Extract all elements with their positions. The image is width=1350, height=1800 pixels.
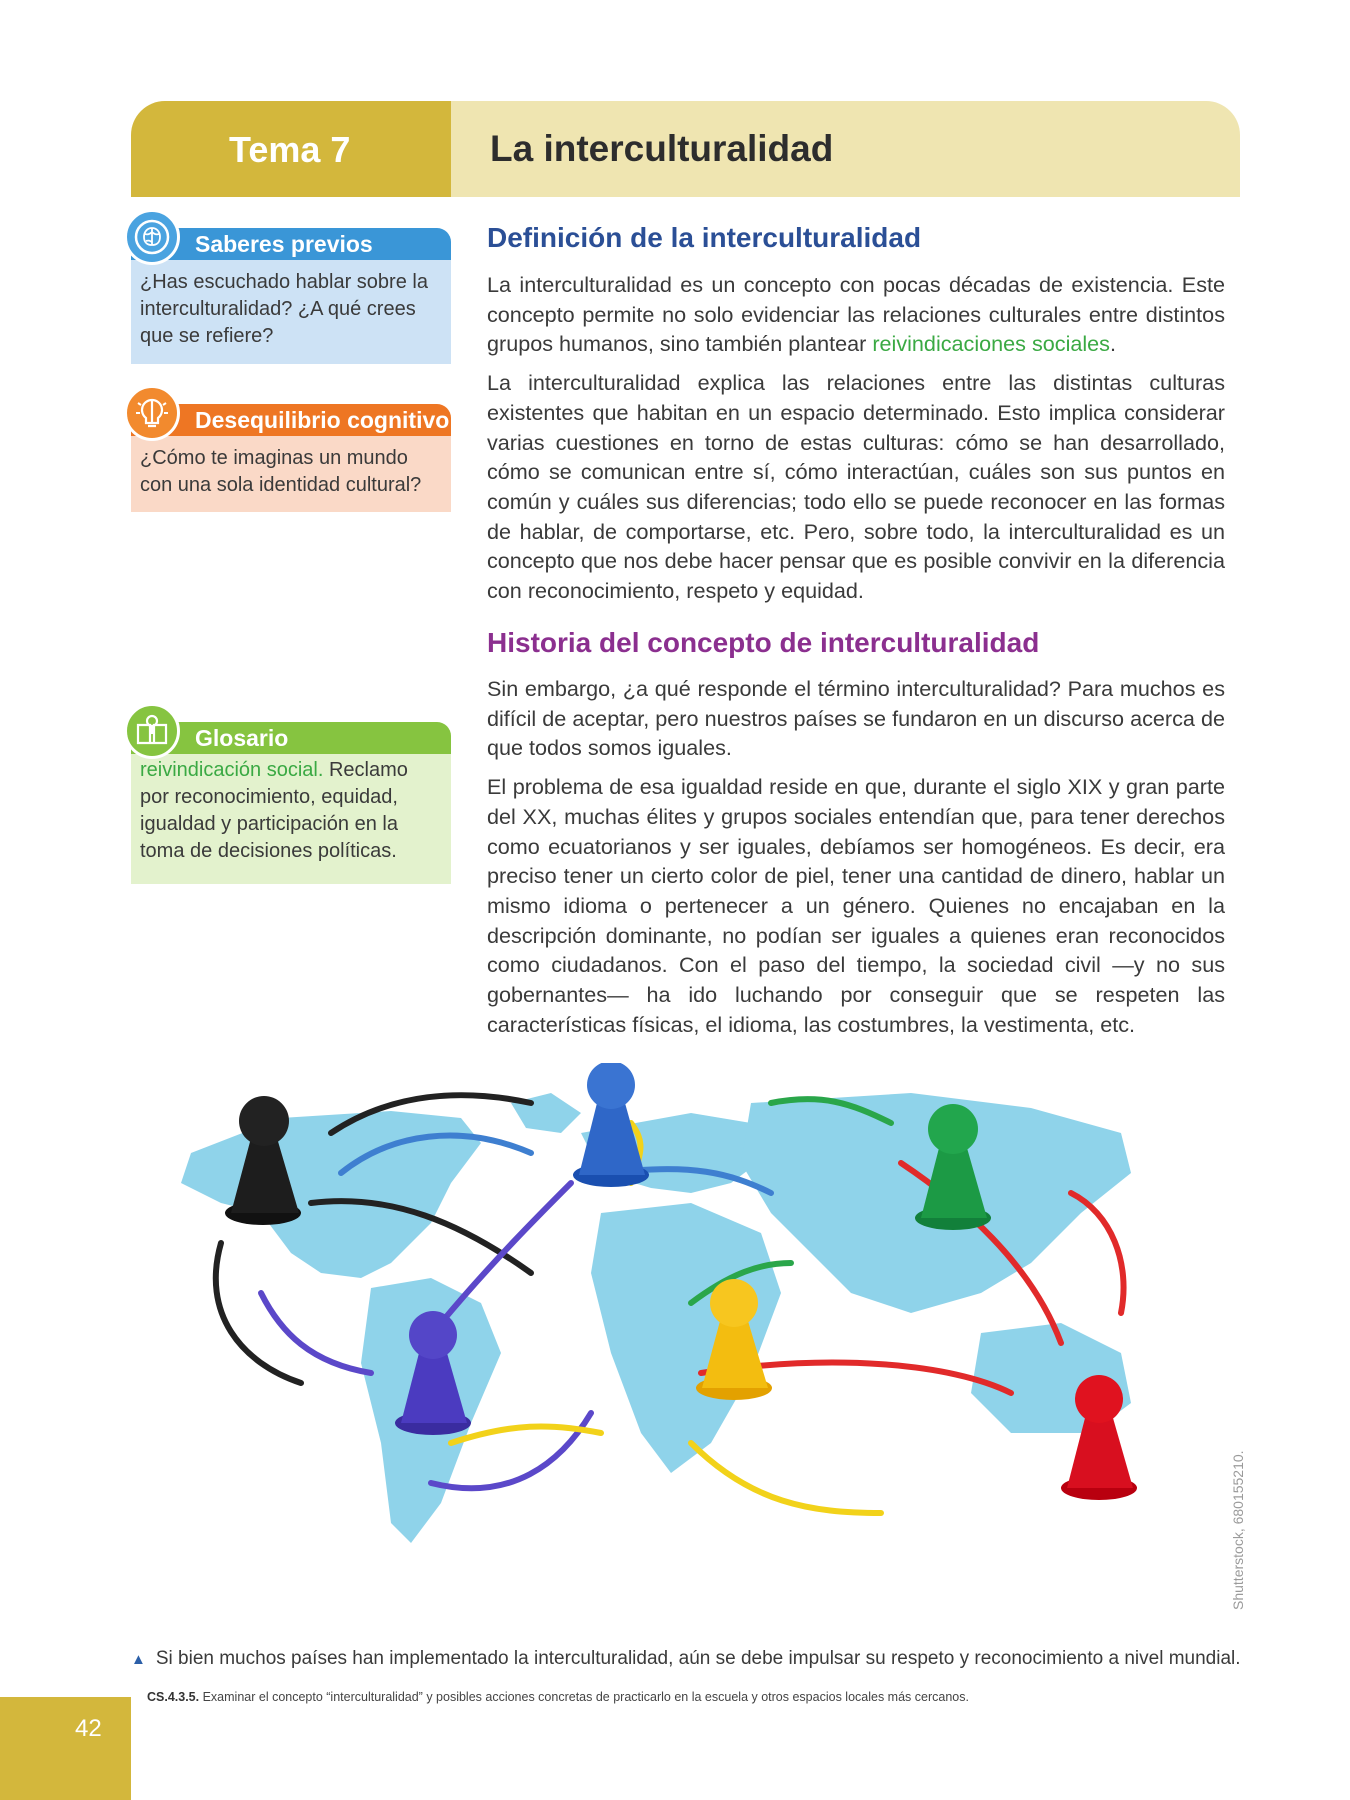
paragraph-text: La interculturalidad es un concepto con pocas décadas de existencia. Este concepto permite no solo evidenciar las relaciones culturales entre distintos grupos humanos, sino también plantear: [487, 272, 1225, 357]
glosario-body: [131, 754, 451, 884]
desequilibrio-cognitivo-body: [131, 436, 451, 512]
paragraph: El problema de esa igualdad reside en que, durante el siglo XIX y gran parte del XX, muchas élites y grupos sociales entendían que, para tener derechos como ecuatorianos y ser iguales, debíamos ser homogéneos. Es decir, era preciso tener un cierto color de piel, tener una cantidad de dinero, hablar un mismo idioma o pertenecer a un género. Quienes no encajaban en la descripción dominante, no podían ser iguales a quienes eran reconocidos como ciudadanos. Con el paso del tiempo, la sociedad civil —y no sus gobernantes— ha ido luchando por conseguir que se respeten las características físicas, el idioma, las costumbres, la vestimenta, etc.: [487, 774, 1225, 1037]
page-number: 42: [75, 1715, 102, 1742]
book-icon: [124, 703, 180, 759]
lightbulb-brain-icon: [124, 385, 180, 441]
desequilibrio-cognitivo-text: ¿Cómo te imaginas un mundo con una sola identidad cultural?: [140, 447, 422, 496]
glosario-title: Glosario: [195, 725, 289, 751]
topic-number: Tema 7: [229, 129, 351, 170]
topic-title-banner: [451, 101, 1240, 197]
world-map-figure: [131, 1063, 1241, 1643]
saberes-previos-body: [131, 260, 451, 364]
paragraph: Sin embargo, ¿a qué responde el término interculturalidad? Para muchos es difícil de aceptar, pero nuestros países se fundaron en un discurso acerca de que todos somos iguales.: [487, 676, 1225, 761]
saberes-previos-title: Saberes previos: [195, 231, 373, 257]
glosario-box: [131, 722, 451, 884]
skill-code: CS.4.3.5.: [147, 1690, 200, 1704]
desequilibrio-cognitivo-box: [131, 404, 451, 512]
saberes-previos-text: ¿Has escuchado hablar sobre la interculturalidad? ¿A qué crees que se refiere?: [140, 271, 428, 347]
brain-icon: [124, 209, 180, 265]
highlight-term: reivindicaciones sociales: [872, 331, 1110, 357]
arrow-black: [216, 1243, 301, 1383]
paragraph: La interculturalidad explica las relaciones entre las distintas culturas existentes que habitan en un espacio determinado. Esto implica considerar varias cuestiones en torno de estas culturas: cómo se han desarrollado, cómo se comunican entre sí, cómo interactúan, cuáles son sus puntos en común y cuáles sus diferencias; todo ello se puede reconocer en las formas de hablar, de comportarse, etc. Pero, sobre todo, la interculturalidad es un concepto que nos debe hacer pensar que es posible convivir en la diferencia con reconocimiento, respeto y equidad.: [487, 370, 1225, 604]
topic-number-banner: [131, 101, 451, 197]
paragraph: [487, 270, 1225, 359]
paragraph-end: .: [1109, 331, 1116, 357]
glosario-entry: [131, 754, 451, 865]
arrow-purple: [441, 1183, 571, 1323]
skill-criterion: [147, 1690, 969, 1704]
figure-caption-text: Si bien muchos países han implementado la interculturalidad, aún se debe impulsar su respeto y reconocimiento a nivel mundial.: [155, 1648, 1241, 1669]
glosario-definition: Reclamo por reconocimiento, equidad, igualdad y participación en la toma de decisiones políticas.: [140, 759, 408, 862]
page-number-strip: [0, 1697, 131, 1800]
arrow-yellow: [691, 1443, 881, 1513]
glosario-term: reivindicación social.: [140, 759, 324, 781]
section-heading-historia: Historia del concepto de interculturalidad: [487, 627, 1040, 658]
saberes-previos-box: [131, 228, 451, 364]
section-definicion-body: [487, 270, 1225, 606]
section-heading-definicion: Definición de la interculturalidad: [487, 222, 922, 253]
desequilibrio-cognitivo-title: Desequilibrio cognitivo: [195, 407, 450, 433]
arrow-purple: [261, 1293, 371, 1373]
triangle-bullet-icon: ▲: [131, 1651, 146, 1668]
page-title: La interculturalidad: [490, 128, 834, 169]
section-historia-body: [487, 674, 1225, 1039]
skill-text: Examinar el concepto “interculturalidad” y posibles acciones concretas de practicarlo en la escuela y otros espacios locales más cercanos.: [199, 1690, 969, 1704]
image-credit: Shutterstock, 680155210.: [1230, 1450, 1246, 1610]
figure-caption: [131, 1648, 1241, 1670]
world-map-illustration: [131, 1063, 1241, 1643]
